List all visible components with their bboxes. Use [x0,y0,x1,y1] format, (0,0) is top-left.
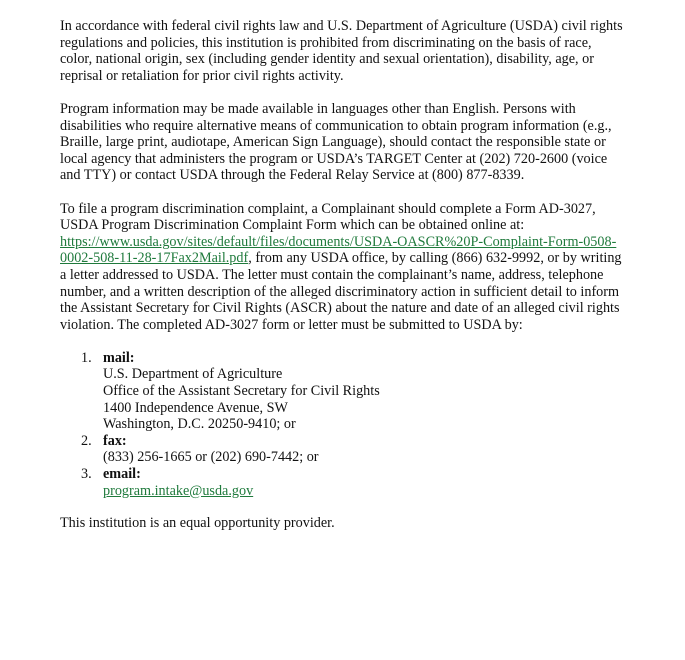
mail-address-line: 1400 Independence Avenue, SW [103,399,288,416]
complaint-form-link[interactable]: https://www.usda.gov/sites/default/files/documents/USDA-OASCR%20P-Complaint-Form-0508-0002-508-11-28-17Fax2Mail.pdf [60,233,617,267]
method-email-label: email: [103,466,141,483]
fax-numbers: (833) 256-1665 or (202) 690-7442; or [103,449,319,466]
method-mail-label: mail: [103,349,135,366]
mail-address-line: Office of the Assistant Secretary for Civil Rights [103,383,380,400]
submission-methods-list [60,350,625,499]
language-access-paragraph: Program information may be made available in languages other than English. Persons with disabilities who require alternative means of communication to obtain program information (e.g., Braille, large print, audiotape, American Sign Language), should contact the responsible state or local agency that administers the program or USDA’s TARGET Center at (202) 720-2600 (voice and TTY) or contact USDA through the Federal Relay Service at (800) 877-8339. [60,100,612,184]
mail-address-line: U.S. Department of Agriculture [103,366,283,383]
email-address-link[interactable]: program.intake@usda.gov [103,482,254,499]
complaint-intro-text: To file a program discrimination complaint, a Complainant should complete a Form AD-3027, USDA Program Discrimination Complaint Form which can be obtained online at: [60,200,596,234]
complaint-rest-text: , from any USDA office, by calling (866) 632-9992, or by writing a letter addressed to USDA. The letter must contain the complainant’s name, address, telephone number, and a written description of the alleged discriminatory action in sufficient detail to inform the Assistant Secretary for Civil Rights (ASCR) about the nature and date of an alleged civil rights violation. The completed AD-3027 form or letter must be submitted to USDA by: [60,250,622,333]
method-number: 1. [81,349,92,366]
method-fax-label: fax: [103,432,127,449]
civil-rights-paragraph: In accordance with federal civil rights law and U.S. Department of Agriculture (USDA) civil rights regulations and policies, this institution is prohibited from discriminating on the basis of race, color, national origin, sex (including gender identity and sexual orientation), disability, age, or reprisal or retaliation for prior civil rights activity. [60,18,623,84]
nondiscrimination-statement [60,18,625,548]
equal-opportunity-statement: This institution is an equal opportunity provider. [60,515,335,532]
method-number: 3. [81,466,92,483]
method-fax [60,433,625,466]
mail-address-line: Washington, D.C. 20250-9410; or [103,416,296,433]
complaint-paragraph [60,201,625,334]
method-email [60,466,625,499]
method-mail [60,350,625,433]
method-number: 2. [81,432,92,449]
